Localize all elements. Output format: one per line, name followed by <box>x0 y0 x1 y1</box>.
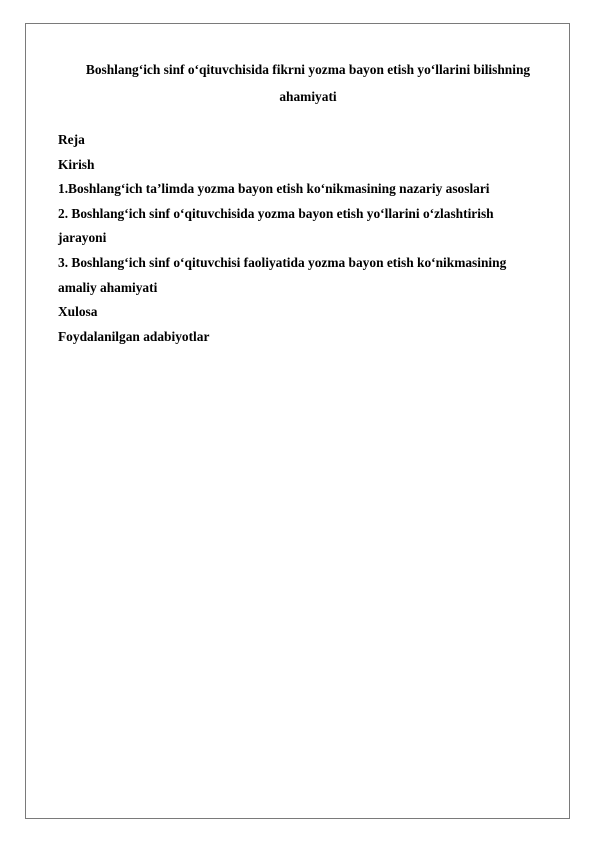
plan-item-3: 3. Boshlang‘ich sinf o‘qituvchisi faoliyatida yozma bayon etish ko‘nikmasining <box>58 254 507 270</box>
plan-item-references: Foydalanilgan adabiyotlar <box>58 328 210 344</box>
plan-heading: Reja <box>58 132 85 147</box>
plan-item-introduction: Kirish <box>58 156 95 172</box>
document-title <box>40 56 576 110</box>
plan-item-conclusion: Xulosa <box>58 304 98 320</box>
title-line-2: ahamiyati <box>279 89 337 104</box>
plan-item-2: 2. Boshlang‘ich sinf o‘qituvchisida yozma bayon etish yo‘llarini o‘zlashtirish <box>58 205 494 221</box>
plan-item-3-continued: amaliy ahamiyati <box>58 279 158 295</box>
plan-list <box>58 128 558 349</box>
title-line-1: Boshlang‘ich sinf o‘qituvchisida fikrni yozma bayon etish yo‘llarini bilishning <box>85 62 531 77</box>
plan-item-2-continued: jarayoni <box>58 230 107 246</box>
plan-item-1: 1.Boshlang‘ich ta’limda yozma bayon etish ko‘nikmasining nazariy asoslari <box>58 181 490 197</box>
